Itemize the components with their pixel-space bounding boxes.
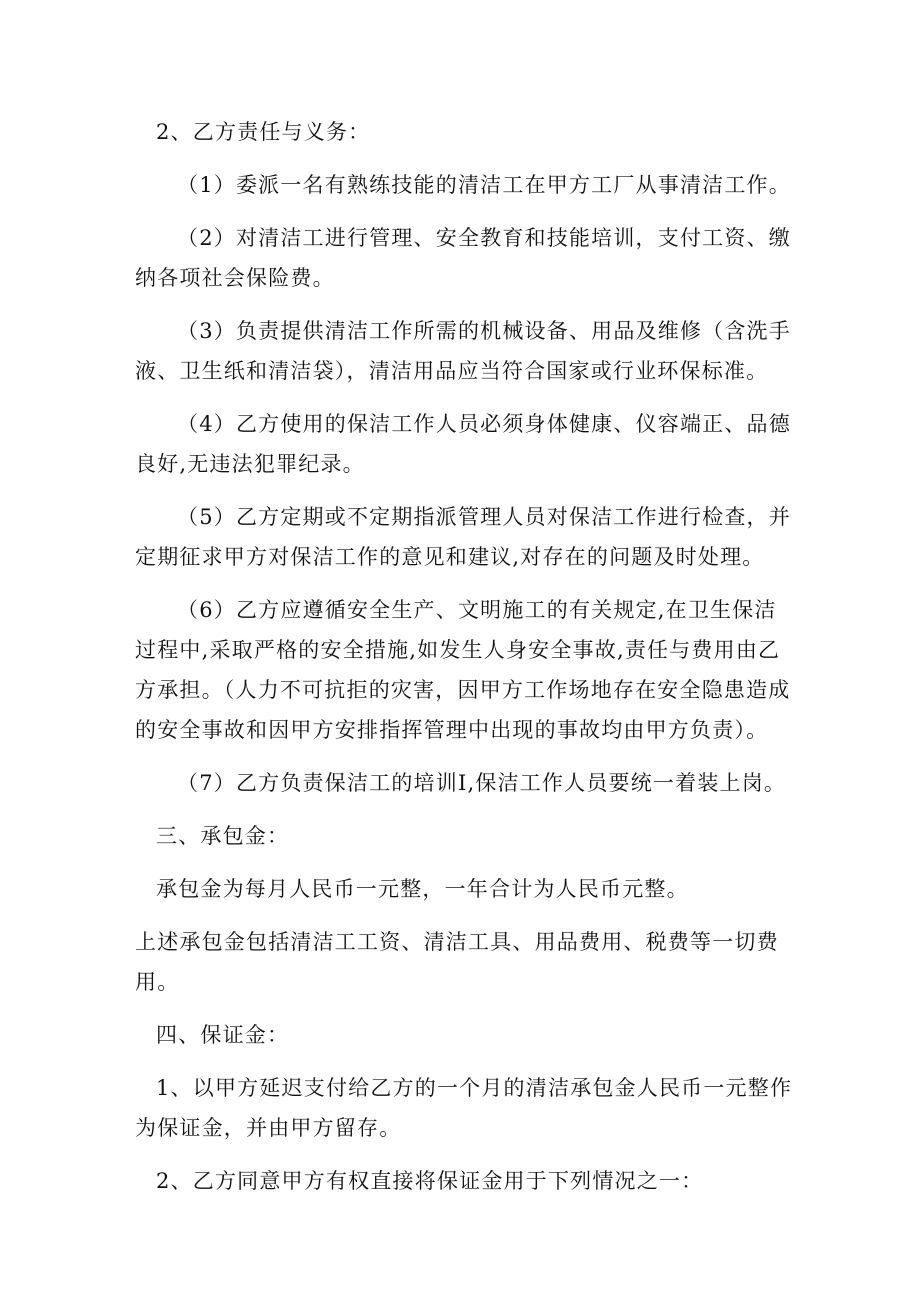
clause-item: （4）乙方使用的保洁工作人员必须身体健康、仪容端正、品德良好,无违法犯罪纪录。 <box>135 412 791 476</box>
clause-item: （6）乙方应遵循安全生产、文明施工的有关规定,在卫生保洁过程中,采取严格的安全措施,如发生人身安全事故,责任与费用由乙方承担。（人力不可抗拒的灾害，因甲方工作场地存在安全隐患造成的安全事故和因甲方安排指挥管理中出现的事故均由甲方负责）。 <box>135 598 791 742</box>
section-heading: 三、承包金： <box>156 824 290 848</box>
document-body <box>135 112 795 1214</box>
clause-item: 1、以甲方延迟支付给乙方的一个月的清洁承包金人民币一元整作为保证金，并由甲方留存。 <box>135 1076 793 1140</box>
clause-item: （3）负责提供清洁工作所需的机械设备、用品及维修（含洗手液、卫生纸和清洁袋），清洁用品应当符合国家或行业环保标准。 <box>135 319 791 383</box>
section-heading: 2、乙方责任与义务： <box>156 120 371 144</box>
clause-item: （1）委派一名有熟练技能的清洁工在甲方工厂从事清洁工作。 <box>177 173 791 197</box>
body-paragraph: 上述承包金包括清洁工工资、清洁工具、用品费用、税费等一切费用。 <box>135 930 779 994</box>
section-heading: 四、保证金： <box>156 1023 290 1047</box>
clause-item: 2、乙方同意甲方有权直接将保证金用于下列情况之一： <box>156 1169 704 1193</box>
clause-item: （7）乙方负责保洁工的培训I,保洁工作人员要统一着装上岗。 <box>177 771 787 795</box>
clause-item: （5）乙方定期或不定期指派管理人员对保洁工作进行检查，并定期征求甲方对保洁工作的意见和建议,对存在的问题及时处理。 <box>135 505 791 569</box>
clause-item: （2）对清洁工进行管理、安全教育和技能培训，支付工资、缴纳各项社会保险费。 <box>135 226 791 290</box>
body-paragraph: 承包金为每月人民币一元整，一年合计为人民币元整。 <box>156 877 689 901</box>
